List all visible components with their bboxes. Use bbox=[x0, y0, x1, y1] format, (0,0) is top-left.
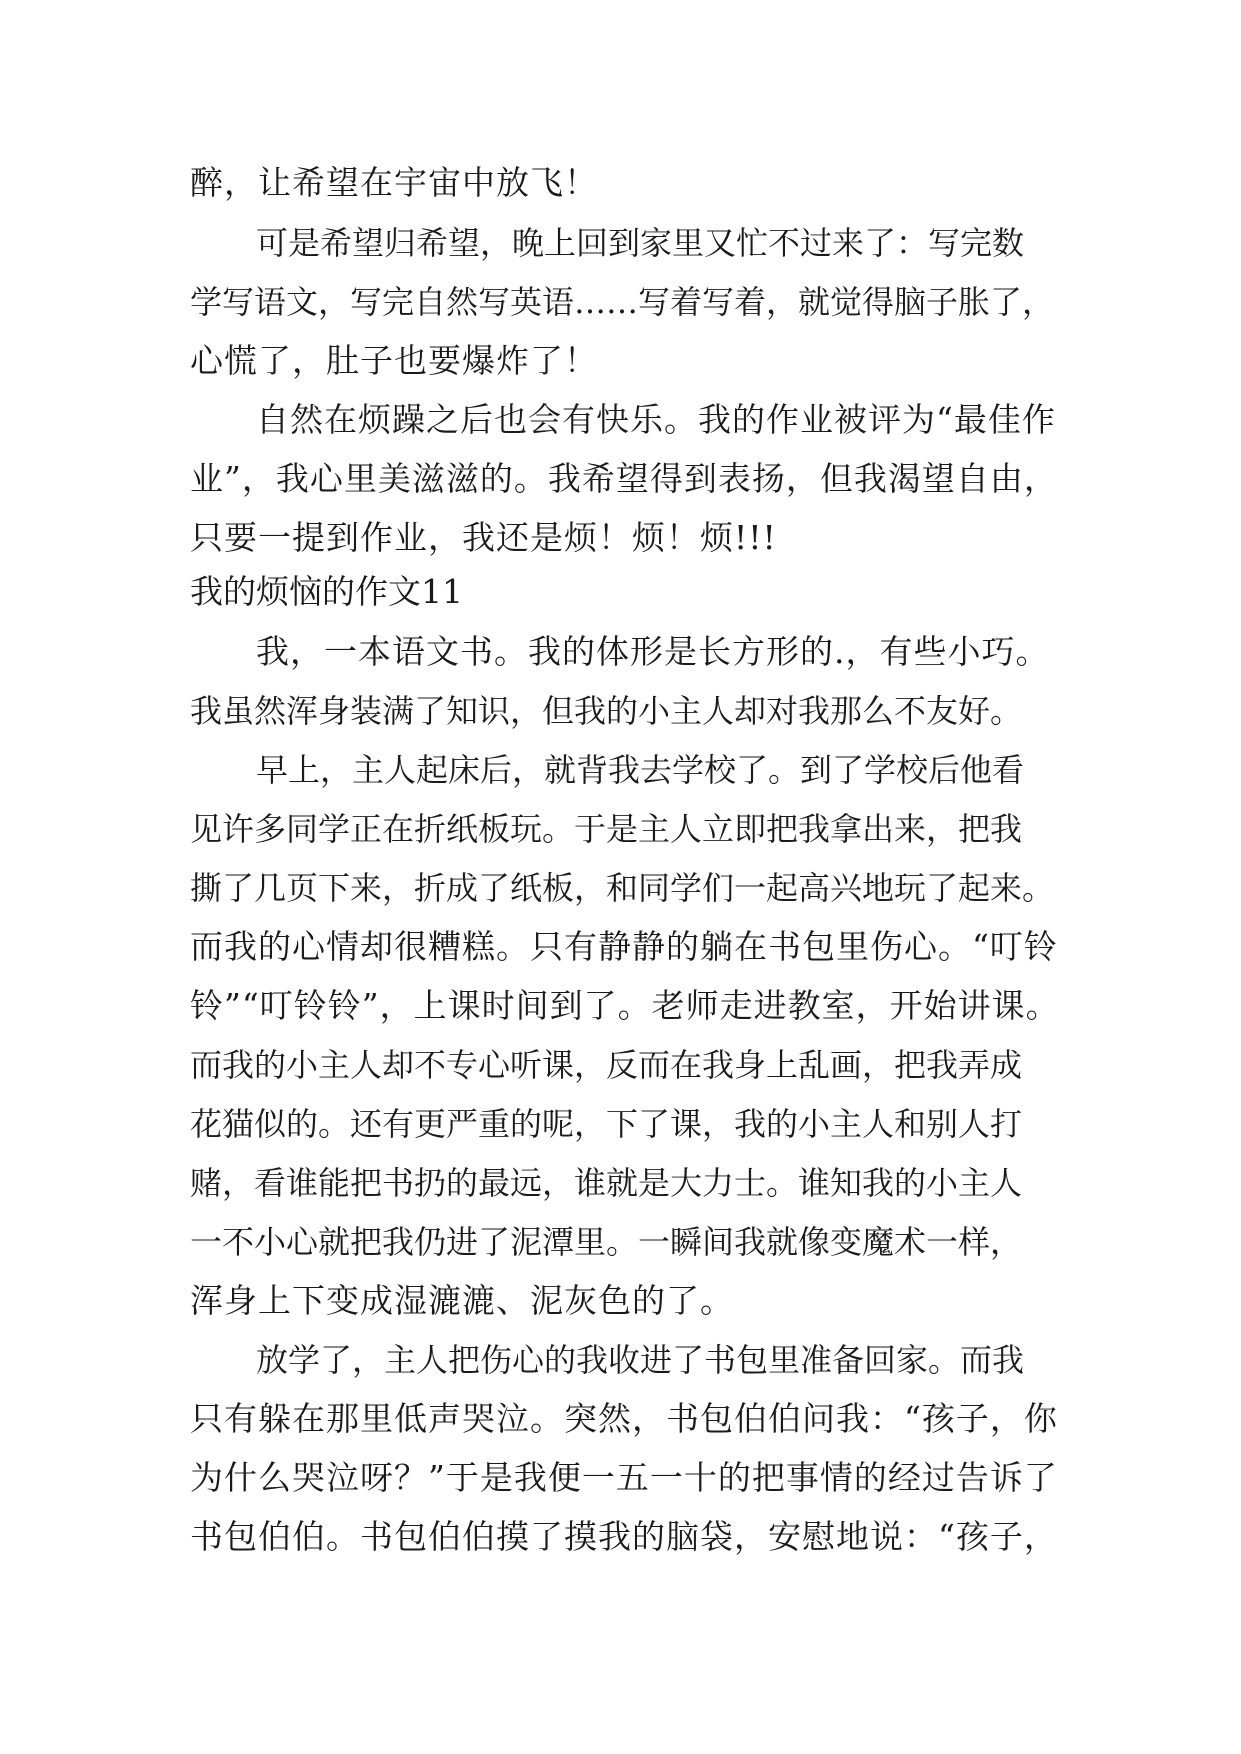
text-line: 早上，主人起床后，就背我去学校了。到了学校后他看 bbox=[256, 751, 1025, 789]
text-line: 而我的心情却很糟糕。只有静静的躺在书包里伤心。“叮铃 bbox=[190, 927, 1058, 966]
text-line: 只要一提到作业，我还是烦！烦！烦!!! bbox=[190, 518, 777, 557]
text-line: 只有躲在那里低声哭泣。突然，书包伯伯问我：“孩子，你 bbox=[190, 1399, 1058, 1438]
text-line: 浑身上下变成湿漉漉、泥灰色的了。 bbox=[190, 1281, 734, 1320]
text-line: 我，一本语文书。我的体形是长方形的.，有些小巧。 bbox=[256, 632, 1050, 671]
text-line: 赌，看谁能把书扔的最远，谁就是大力士。谁知我的小主人 bbox=[190, 1164, 1023, 1202]
text-line: 学写语文，写完自然写英语……写着写着，就觉得脑子胀了， bbox=[190, 283, 1055, 321]
text-line: 书包伯伯。书包伯伯摸了摸我的脑袋，安慰地说：“孩子， bbox=[190, 1517, 1058, 1556]
text-line: 为什么哭泣呀？”于是我便一五一十的把事情的经过告诉了 bbox=[190, 1458, 1058, 1497]
text-line: 见许多同学正在折纸板玩。于是主人立即把我拿出来，把我 bbox=[190, 810, 1023, 848]
text-line: 铃”“叮铃铃”，上课时间到了。老师走进教室，开始讲课。 bbox=[190, 986, 1060, 1025]
text-line: 业”，我心里美滋滋的。我希望得到表扬，但我渴望自由， bbox=[190, 459, 1058, 498]
text-line: 我虽然浑身装满了知识，但我的小主人却对我那么不友好。 bbox=[190, 692, 1023, 730]
text-line: 醉，让希望在宇宙中放飞！ bbox=[190, 163, 598, 202]
text-line: 而我的小主人却不专心听课，反而在我身上乱画，把我弄成 bbox=[190, 1046, 1023, 1084]
text-line: 心慌了，肚子也要爆炸了！ bbox=[190, 341, 598, 380]
text-line: 花猫似的。还有更严重的呢，下了课，我的小主人和别人打 bbox=[190, 1105, 1023, 1143]
text-line: 一不小心就把我仍进了泥潭里。一瞬间我就像变魔术一样， bbox=[190, 1223, 1023, 1261]
text-line: 放学了，主人把伤心的我收进了书包里准备回家。而我 bbox=[256, 1341, 1025, 1379]
section-heading: 我的烦恼的作文11 bbox=[190, 572, 463, 611]
text-line: 可是希望归希望，晚上回到家里又忙不过来了：写完数 bbox=[256, 224, 1025, 262]
text-line: 撕了几页下来，折成了纸板，和同学们一起高兴地玩了起来。 bbox=[190, 869, 1055, 907]
text-line: 自然在烦躁之后也会有快乐。我的作业被评为“最佳作 bbox=[256, 400, 1056, 439]
